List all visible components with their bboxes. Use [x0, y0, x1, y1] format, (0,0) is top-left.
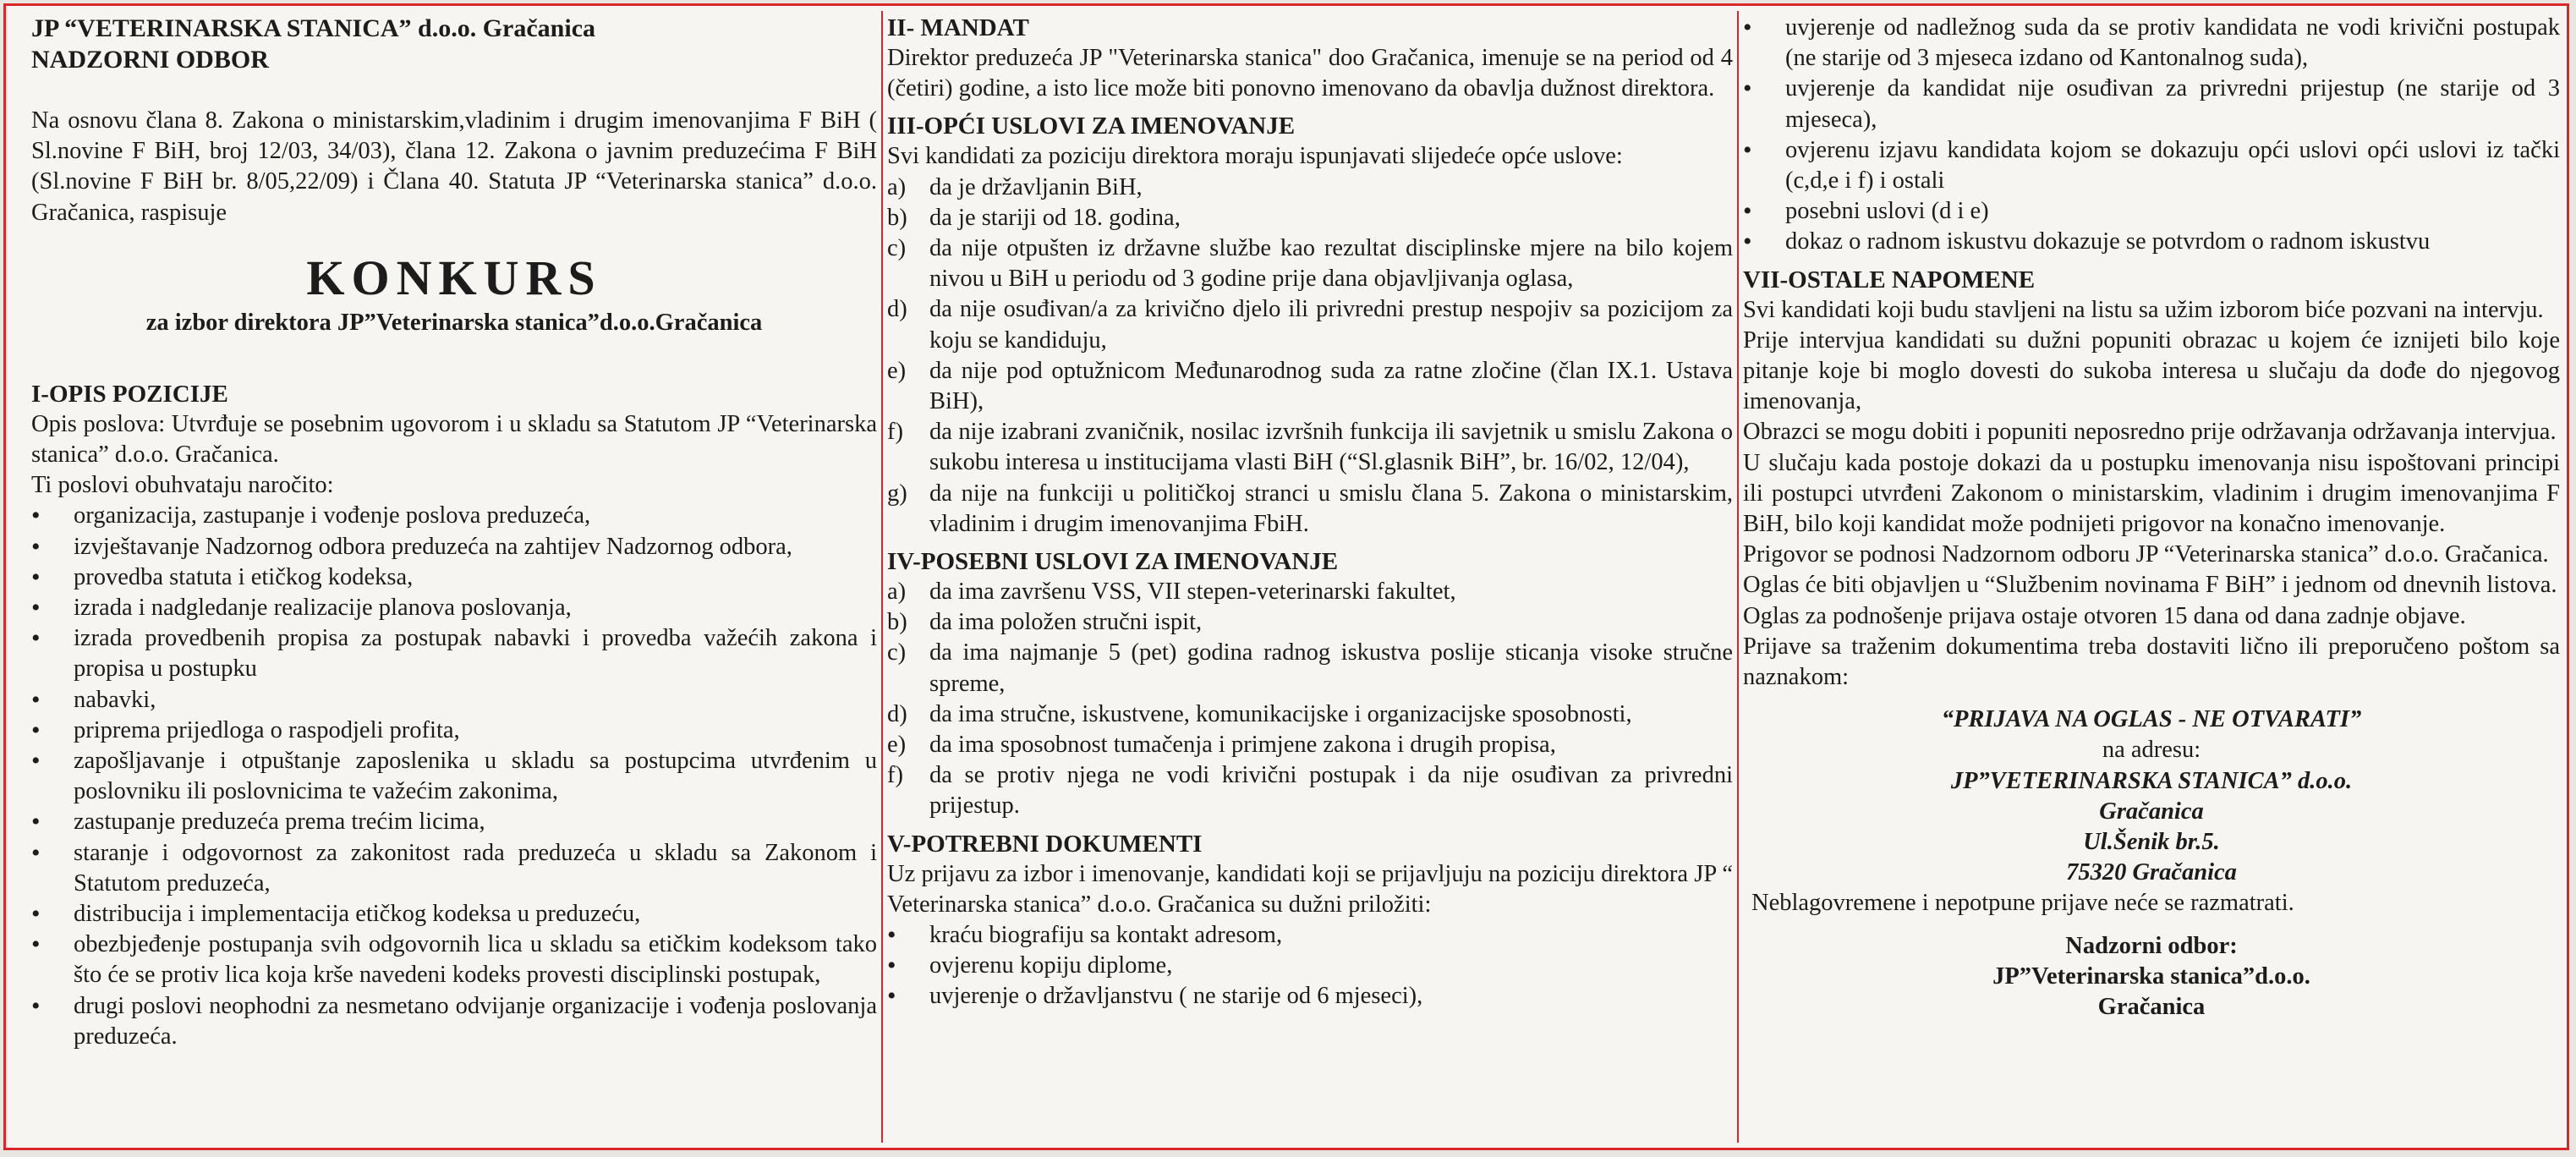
- special-conditions-list: [887, 577, 1733, 822]
- address-city: Gračanica: [2099, 798, 2204, 825]
- section-heading-4: IV-POSEBNI USLOVI ZA IMENOVANJE: [887, 548, 1339, 576]
- address-block: [1743, 705, 2560, 888]
- note-paragraph: Svi kandidati koji budu stavljeni na listu sa užim izborom biće pozvani na intervju.: [1743, 296, 2544, 323]
- list-item: b) da je stariji od 18. godina,: [887, 204, 1181, 231]
- documents-list: [887, 920, 1733, 1012]
- list-item: f) da nije izabrani zvaničnik, nosilac izvršnih funkcija ili savjetnik u smislu Zakona o sukobu interesa u institucijama vlasti BiH (“Sl.glasnik BiH”, br. 16/02, 12/04),: [887, 419, 1733, 476]
- address-organization: JP”VETERINARSKA STANICA” d.o.o.: [1950, 767, 2353, 794]
- address-zip: 75320 Gračanica: [2066, 859, 2237, 886]
- konkurs-subtitle: za izbor direktora JP”Veterinarska stanica”d.o.o.Gračanica: [145, 309, 763, 336]
- duties-intro: Ti poslovi obuhvataju naročito:: [31, 472, 334, 499]
- list-item: • izvještavanje Nadzornog odbora preduzeća na zahtijev Nadzornog odbora,: [31, 532, 877, 562]
- general-conditions-intro: Svi kandidati za poziciju direktora moraju ispunjavati slijedeće opće uslove:: [887, 143, 1623, 170]
- list-item: • zastupanje preduzeća prema trećim licima,: [31, 807, 877, 837]
- list-item: • uvjerenje da kandidat nije osuđivan za privredni prijestup (ne starije od 3 mjeseca),: [1743, 74, 2560, 134]
- list-item: • drugi poslovi neophodni za nesmetano odvijanje organizacije i vođenja poslovanja preduzeća.: [31, 991, 877, 1052]
- list-item: • zapošljavanje i otpuštanje zaposlenika u skladu sa postupcima utvrđenim u poslovniku ili poslovnicima te važećim zakonima,: [31, 746, 877, 807]
- list-item: • izrada i nadgledanje realizacije planova poslovanja,: [31, 593, 877, 623]
- note-paragraph: U slučaju kada postoje dokazi da u postupku imenovanja nisu ispoštovani principi ili postupci utvrđeni Zakonom o ministarskim, vladinim i drugim imenovanjima F BiH, bilo koji kandidat može podnijeti prigovor na konačno imenovanje.: [1743, 449, 2560, 538]
- job-description: Opis poslova: Utvrđuje se posebnim ugovorom i u skladu sa Statutom JP “Veterinarska stanica” d.o.o. Gračanica.: [31, 410, 877, 469]
- section-heading-1: I-OPIS POZICIJE: [31, 380, 228, 408]
- envelope-mark: “PRIJAVA NA OGLAS - NE OTVARATI”: [1941, 706, 2362, 733]
- documents-intro: Uz prijavu za izbor i imenovanje, kandidati koji se prijavljuju na poziciju direktora JP “ Veterinarska stanica” d.o.o. Gračanica su dužni priložiti:: [887, 860, 1733, 918]
- list-item: a) da ima završenu VSS, VII stepen-veterinarski fakultet,: [887, 578, 1456, 606]
- intro-paragraph: Na osnovu člana 8. Zakona o ministarskim,vladinim i drugim imenovanjima F BiH ( Sl.novine F BiH, broj 12/03, 34/03), člana 12. Zakona o javnim preduzećima F BiH (Sl.novine F BiH br. 8/05,22/09) i Člana 40. Statuta JP “Veterinarska stanica” d.o.o. Gračanica, raspisuje: [31, 107, 877, 226]
- list-item: • posebni uslovi (d i e): [1743, 196, 2560, 227]
- note-paragraph: Prije intervjua kandidati su dužni popuniti obrazac u kojem će iznijeti bilo koje pitanje koje bi moglo dovesti do sukoba interesa u slučaju da dođe do njegovog imenovanja,: [1743, 326, 2560, 415]
- note-paragraph: Oglas će biti objavljen u “Službenim novinama F BiH” i jednom od dnevnih listova.: [1743, 572, 2557, 599]
- column-separator: [881, 11, 883, 1143]
- list-item: • nabavki,: [31, 685, 877, 716]
- documents-list-continued: [1743, 13, 2560, 258]
- konkurs-title: KONKURS: [306, 249, 602, 305]
- list-item: • ovjerenu izjavu kandidata kojom se dokazuju opći uslovi opći uslovi iz tački (c,d,e i f) i ostali: [1743, 135, 2560, 196]
- list-item: b) da ima položen stručni ispit,: [887, 609, 1203, 636]
- address-street: Ul.Šenik br.5.: [2083, 829, 2220, 856]
- signature-organization: JP”Veterinarska stanica”d.o.o.: [1992, 962, 2310, 990]
- list-item: e) da ima sposobnost tumačenja i primjene zakona i drugih propisa,: [887, 732, 1556, 759]
- list-item: d) da ima stručne, iskustvene, komunikacijske i organizacijske sposobnosti,: [887, 700, 1632, 727]
- board-line: NADZORNI ODBOR: [31, 46, 269, 74]
- column-1: [31, 13, 877, 1141]
- section-heading-2: II- MANDAT: [887, 14, 1029, 41]
- organization-line: JP “VETERINARSKA STANICA” d.o.o. Gračanica: [31, 14, 596, 42]
- list-item: f) da se protiv njega ne vodi krivični postupak i da nije osuđivan za privredni prijestup.: [887, 762, 1733, 820]
- section-heading-3: III-OPĆI USLOVI ZA IMENOVANJE: [887, 112, 1296, 140]
- list-item: c) da nije otpušten iz državne službe kao rezultat disciplinske mjere na bilo kojem nivou u BiH u periodu od 3 godine prije dana objavljivanja oglasa,: [887, 235, 1733, 293]
- list-item: d) da nije osuđivan/a za krivično djelo ili privredni prestup nespojiv sa pozicijom za koju se kandiduju,: [887, 296, 1733, 354]
- note-paragraph: Oglas za podnošenje prijava ostaje otvoren 15 dana od dana zadnje objave.: [1743, 602, 2466, 629]
- section-heading-7: VII-OSTALE NAPOMENE: [1743, 266, 2036, 293]
- list-item: • ovjerenu kopiju diplome,: [887, 951, 1733, 981]
- list-item: • staranje i odgovornost za zakonitost rada preduzeća u skladu sa Zakonom i Statutom preduzeća,: [31, 838, 877, 899]
- list-item: • priprema prijedloga o raspodjeli profita,: [31, 716, 877, 746]
- list-item: • uvjerenje o državljanstvu ( ne starije od 6 mjeseci),: [887, 981, 1733, 1012]
- mandate-text: Direktor preduzeća JP "Veterinarska stanica" doo Gračanica, imenuje se na period od 4 (četiri) godine, a isto lice može biti ponovno imenovano da obavlja dužnost direktora.: [887, 45, 1733, 102]
- signature-board: Nadzorni odbor:: [2065, 932, 2238, 959]
- list-item: • organizacija, zastupanje i vođenje poslova preduzeća,: [31, 501, 877, 531]
- list-item: a) da je državljanin BiH,: [887, 173, 1143, 200]
- advertisement-frame: [3, 3, 2569, 1150]
- list-item: • distribucija i implementacija etičkog kodeksa u preduzeću,: [31, 899, 877, 929]
- at-address-label: na adresu:: [2102, 737, 2201, 764]
- general-conditions-list: [887, 173, 1733, 540]
- column-2: [887, 13, 1733, 1141]
- duties-list: [31, 501, 877, 1052]
- list-item: • uvjerenje od nadležnog suda da se protiv kandidata ne vodi krivični postupak (ne starije od 3 mjeseca izdano od Kantonalnog suda),: [1743, 13, 2560, 74]
- list-item: • obezbjeđenje postupanja svih odgovornih lica u skladu sa etičkim kodeksom tako što će se protiv lica koja krše navedeni kodeks provesti disciplinski postupak,: [31, 929, 877, 990]
- list-item: g) da nije na funkciji u političkoj stranci u smislu člana 5. Zakona o ministarskim, vladinim i drugim imenovanjima FbiH.: [887, 480, 1733, 537]
- column-separator: [1737, 11, 1739, 1143]
- list-item: • provedba statuta i etičkog kodeksa,: [31, 562, 877, 593]
- section-heading-5: V-POTREBNI DOKUMENTI: [887, 830, 1203, 858]
- list-item: e) da nije pod optužnicom Međunarodnog suda za ratne zločine (član IX.1. Ustava BiH),: [887, 357, 1733, 415]
- signature-city: Gračanica: [2097, 994, 2206, 1021]
- late-applications-note: Neblagovremene i nepotpune prijave neće se razmatrati.: [1751, 890, 2294, 917]
- note-paragraph: Obrazci se mogu dobiti i popuniti neposredno prije održavanja održavanja intervjua.: [1743, 419, 2557, 446]
- list-item: • dokaz o radnom iskustvu dokazuje se potvrdom o radnom iskustvu: [1743, 227, 2560, 257]
- note-paragraph: Prijave sa traženim dokumentima treba dostaviti lično ili preporučeno poštom sa naznakom:: [1743, 633, 2560, 691]
- list-item: • izrada provedbenih propisa za postupak nabavki i provedba važećih zakona i propisa u postupku: [31, 623, 877, 684]
- note-paragraph: Prigovor se podnosi Nadzornom odboru JP “Veterinarska stanica” d.o.o. Gračanica.: [1743, 541, 2549, 568]
- list-item: • kraću biografiju sa kontakt adresom,: [887, 920, 1733, 951]
- list-item: c) da ima najmanje 5 (pet) godina radnog iskustva poslije sticanja visoke stručne spreme,: [887, 639, 1733, 697]
- column-3: [1743, 13, 2560, 1141]
